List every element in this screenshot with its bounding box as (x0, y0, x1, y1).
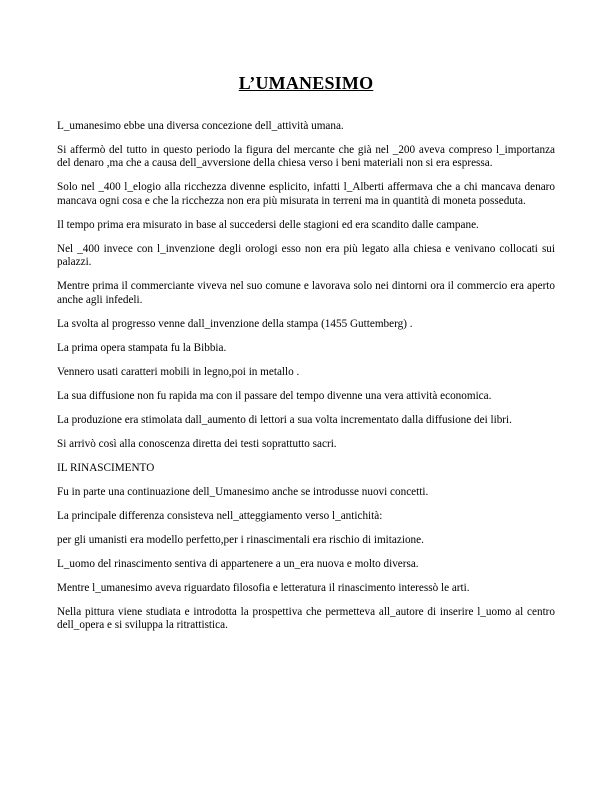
paragraph: L_umanesimo ebbe una diversa concezione dell_attività umana. (57, 120, 344, 132)
paragraph: Mentre prima il commerciante viveva nel suo comune e lavorava solo nei dintorni ora il commercio era aperto anche agli infedeli. (57, 280, 555, 306)
paragraph: L_uomo del rinascimento sentiva di appartenere a un_era nuova e molto diversa. (57, 557, 419, 570)
paragraph: Mentre l_umanesimo aveva riguardato filosofia e letteratura il rinascimento interessò le arti. (57, 581, 470, 594)
paragraph: Il tempo prima era misurato in base al succedersi delle stagioni ed era scandito dalle campane. (57, 218, 479, 231)
paragraph: Si affermò del tutto in questo periodo la figura del mercante che già nel _200 aveva compreso l_importanza del denaro ,ma che a causa dell_avversione della chiesa verso i beni materiali non si era espressa. (57, 144, 555, 170)
paragraph: La principale differenza consisteva nell_atteggiamento verso l_antichità: (57, 509, 383, 522)
document-title: L’UMANESIMO (238, 73, 374, 93)
paragraph: La prima opera stampata fu la Bibbia. (57, 341, 227, 354)
paragraph: La sua diffusione non fu rapida ma con il passare del tempo divenne una vera attività economica. (57, 389, 492, 402)
paragraph: Nella pittura viene studiata e introdotta la prospettiva che permetteva all_autore di inserire l_uomo al centro dell_opera e si sviluppa la ritrattistica. (57, 605, 555, 632)
paragraph: Nel _400 invece con l_invenzione degli orologi esso non era più legato alla chiesa e venivano collocati sui palazzi. (57, 242, 555, 269)
section-heading: IL RINASCIMENTO (57, 461, 155, 474)
document-body (57, 120, 555, 643)
paragraph: Vennero usati caratteri mobili in legno,poi in metallo . (57, 365, 300, 378)
paragraph: La produzione era stimolata dall_aumento di lettori a sua volta incrementato dalla diffusione dei libri. (57, 413, 512, 426)
paragraph: La svolta al progresso venne dall_invenzione della stampa (1455 Guttemberg) . (57, 317, 413, 330)
paragraph: Si arrivò così alla conoscenza diretta dei testi soprattutto sacri. (57, 437, 337, 450)
paragraph: Solo nel _400 l_elogio alla ricchezza divenne esplicito, infatti l_Alberti affermava che a chi mancava denaro mancava ogni cosa e che la ricchezza non era più misurata in terreni ma in quantità di moneta posseduta. (57, 181, 555, 207)
paragraph: per gli umanisti era modello perfetto,per i rinascimentali era rischio di imitazione. (57, 533, 424, 546)
paragraph: Fu in parte una continuazione dell_Umanesimo anche se introdusse nuovi concetti. (57, 485, 429, 498)
document-page (57, 0, 555, 792)
